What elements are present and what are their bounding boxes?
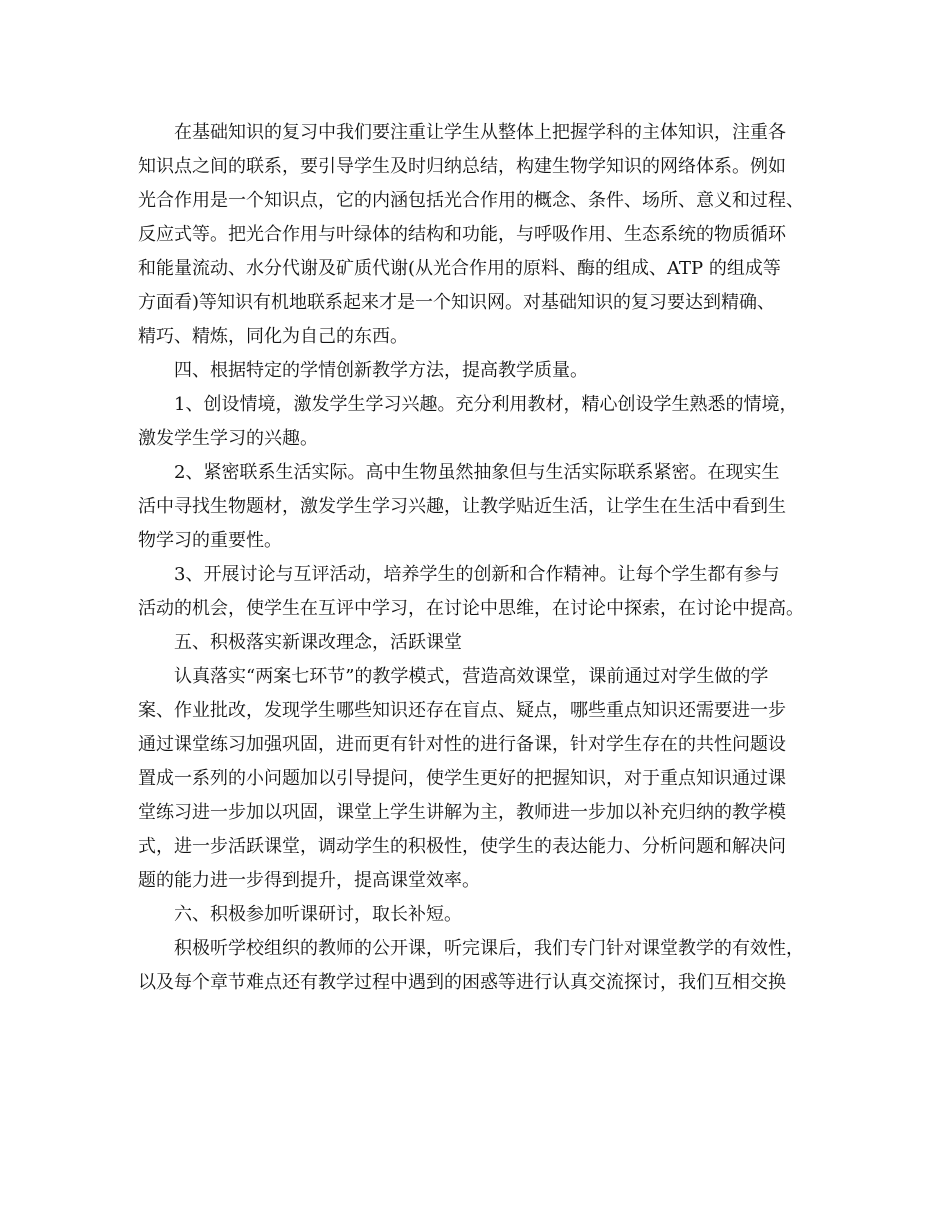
- text-line: 反应式等。把光合作用与叶绿体的结构和功能，与呼吸作用、生态系统的物质循环: [138, 224, 786, 245]
- text-line: 以及每个章节难点还有教学过程中遇到的困惑等进行认真交流探讨，我们互相交换: [138, 972, 786, 993]
- text-line: 式，进一步活跃课堂，调动学生的积极性，使学生的表达能力、分析问题和解决问: [138, 836, 786, 857]
- text-line: 2、紧密联系生活实际。高中生物虽然抽象但与生活实际联系紧密。在现实生: [174, 462, 780, 483]
- text-line: 认真落实“两案七环节”的教学模式，营造高效课堂，课前通过对学生做的学: [174, 666, 769, 687]
- section-heading: 六、积极参加听课研讨，取长补短。: [174, 904, 462, 925]
- text-line: 激发学生学习的兴趣。: [138, 428, 318, 449]
- text-line: 置成一系列的小问题加以引导提问，使学生更好的把握知识，对于重点知识通过课: [138, 768, 786, 789]
- text-line: 3、开展讨论与互评活动，培养学生的创新和合作精神。让每个学生都有参与: [174, 564, 780, 585]
- text-line: 案、作业批改，发现学生哪些知识还存在盲点、疑点，哪些重点知识还需要进一步: [138, 700, 786, 721]
- text-line: 知识点之间的联系，要引导学生及时归纳总结，构建生物学知识的网络体系。例如: [138, 156, 786, 177]
- text-line: 在基础知识的复习中我们要注重让学生从整体上把握学科的主体知识，注重各: [174, 122, 786, 143]
- text-line: 题的能力进一步得到提升，提高课堂效率。: [138, 870, 480, 891]
- text-line: 积极听学校组织的教师的公开课，听完课后，我们专门针对课堂教学的有效性，: [174, 938, 804, 959]
- text-line: 和能量流动、水分代谢及矿质代谢(从光合作用的原料、酶的组成、ATP 的组成等: [138, 258, 781, 279]
- text-line: 精巧、精炼，同化为自己的东西。: [138, 326, 408, 347]
- text-line: 活动的机会，使学生在互评中学习，在讨论中思维，在讨论中探索，在讨论中提高。: [138, 598, 804, 619]
- text-line: 方面看)等知识有机地联系起来才是一个知识网。对基础知识的复习要达到精确、: [138, 292, 776, 313]
- text-line: 堂练习进一步加以巩固，课堂上学生讲解为主，教师进一步加以补充归纳的教学模: [138, 802, 786, 823]
- text-line: 1、创设情境，激发学生学习兴趣。充分利用教材，精心创设学生熟悉的情境，: [174, 394, 798, 415]
- document-body: [138, 116, 828, 1000]
- text-line: 物学习的重要性。: [138, 530, 282, 551]
- section-heading: 四、根据特定的学情创新教学方法，提高教学质量。: [174, 360, 588, 381]
- section-heading: 五、积极落实新课改理念，活跃课堂: [174, 632, 462, 653]
- text-line: 通过课堂练习加强巩固，进而更有针对性的进行备课，针对学生存在的共性问题设: [138, 734, 786, 755]
- text-line: 光合作用是一个知识点，它的内涵包括光合作用的概念、条件、场所、意义和过程、: [138, 190, 804, 211]
- text-line: 活中寻找生物题材，激发学生学习兴趣，让教学贴近生活，让学生在生活中看到生: [138, 496, 786, 517]
